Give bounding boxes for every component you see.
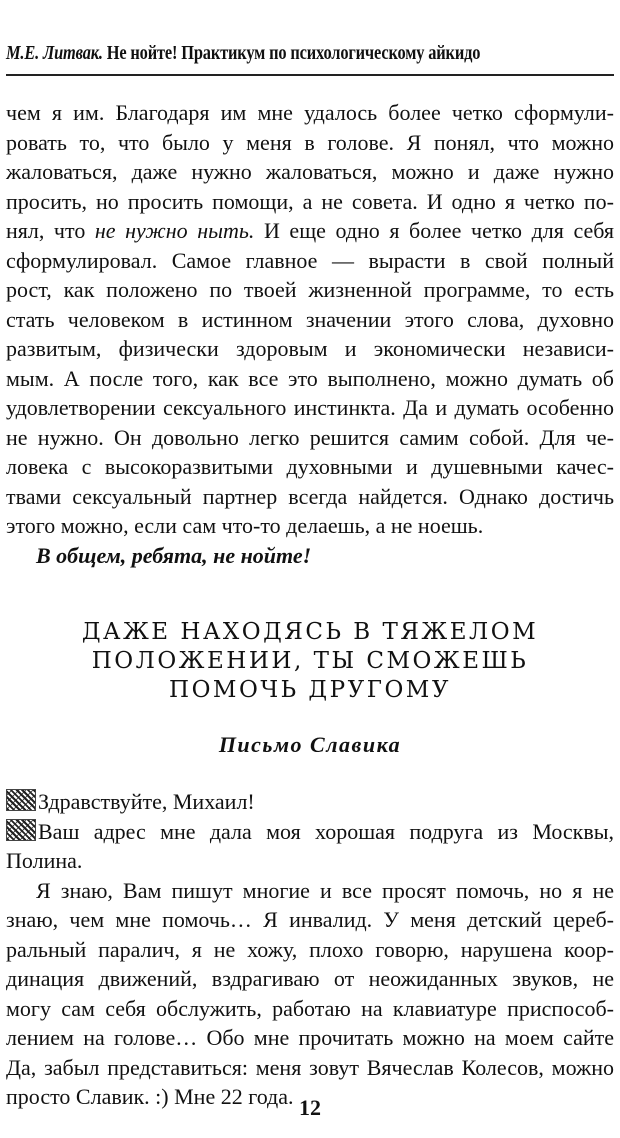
body-line: мым. А после того, как все это выполнено, можно думать об [6, 366, 614, 391]
chapter-title-line: ДАЖЕ НАХОДЯСЬ В ТЯЖЕЛОМ [81, 619, 539, 645]
body-line: стать человеком в истинном значении этого слова, духовно [6, 307, 614, 332]
letter-line: могу сам себя обслужить, работаю на клавиатуре приспособ- [6, 996, 614, 1021]
body-line-start: нял, что [6, 218, 86, 243]
emphasis-text: не нужно ныть. [94, 218, 255, 243]
header-book-title: Не нойте! Практикум по психологическому айкидо [106, 42, 481, 64]
letter-line: Я знаю, Вам пишут многие и все просят помочь, но я не [36, 878, 614, 903]
body-line: жаловаться, даже нужно жаловаться, можно и даже нужно [6, 159, 614, 184]
greeting-text: Здравствуйте, Михаил! [38, 789, 255, 814]
letter-line: Полина. [6, 848, 83, 873]
letter-line: просто Славик. :) Мне 22 года. [6, 1084, 294, 1109]
letter-line: лением на голове… Обо мне прочитать можно на моем сайте [6, 1025, 614, 1050]
ornament-initial-icon [6, 789, 36, 811]
body-line: развитым, физически здоровым и экономически независи- [6, 336, 614, 361]
body-line: просить, но просить помощи, а не совета. И одно я четко по- [6, 189, 614, 214]
header-author: М.Е. Литвак. [6, 42, 103, 64]
letter-line: ральный паралич, я не хожу, плохо говорю, нарушена коор- [6, 937, 614, 962]
body-line: ловека с высокоразвитыми духовными и душевными качес- [6, 454, 614, 479]
body-line: сформулировал. Самое главное — вырасти в свой полный [6, 248, 614, 273]
section-subtitle: Письмо Славика [218, 732, 402, 757]
ornament-initial-icon [6, 819, 36, 841]
body-line: ровать то, что было у меня в голове. Я понял, что можно [6, 130, 614, 155]
running-header-text [6, 42, 480, 65]
body-line: этого можно, если сам что-то делаешь, а не ноешь. [6, 513, 484, 538]
body-line: не нужно. Он довольно легко решится самим собой. Для че- [6, 425, 614, 450]
body-line: твами сексуальный партнер всегда найдется. Однако достичь [6, 484, 614, 509]
letter-line [6, 787, 614, 817]
letter-line [6, 817, 614, 847]
body-line: чем я им. Благодаря им мне удалось более четко сформули- [6, 100, 614, 125]
page-number: 12 [299, 1095, 321, 1120]
body-line-end: И еще одно я более четко для себя [263, 218, 615, 243]
chapter-title-line: ПОЛОЖЕНИИ, ТЫ СМОЖЕШЬ [91, 648, 529, 674]
letter-line: динация движений, вздрагиваю от неожиданных звуков, не [6, 966, 614, 991]
letter-line-text: Ваш адрес мне дала моя хорошая подруга из Москвы, [38, 819, 614, 844]
letter-line: Да, забыл представиться: меня зовут Вячеслав Колесов, можно [6, 1055, 614, 1080]
body-line: удовлетворении сексуального инстинкта. Да и думать особенно [6, 395, 614, 420]
running-header [6, 42, 614, 76]
body-line [6, 216, 614, 246]
letter-line: знаю, чем мне помочь… Я инвалид. У меня детский цереб- [6, 907, 614, 932]
chapter-title-line: ПОМОЧЬ ДРУГОМУ [169, 677, 451, 703]
body-line: рост, как положено по твоей жизненной программе, то есть [6, 277, 614, 302]
closing-line: В общем, ребята, не нойте! [36, 543, 312, 568]
